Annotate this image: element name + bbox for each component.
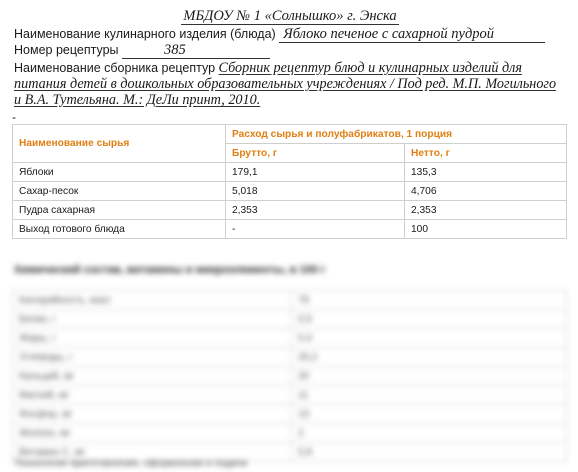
chem-value: 13 (292, 405, 567, 424)
header-raw-name: Наименование сырья (13, 125, 226, 163)
technology-footer: Технология приготовления, оформления и подачи (14, 458, 248, 469)
table-row (13, 201, 567, 220)
chem-key: Магний, мг (13, 386, 292, 405)
collection-paragraph (14, 60, 566, 108)
cell-gross: 2,353 (226, 201, 405, 220)
table-row (13, 405, 567, 424)
cell-name: Выход готового блюда (13, 220, 226, 239)
table-row (13, 424, 567, 443)
chem-key: Кальций, мг (13, 367, 292, 386)
chem-value: 5,8 (292, 443, 567, 462)
org-title (14, 8, 566, 24)
chem-value: 20 (292, 367, 567, 386)
chem-key: Железо, мг (13, 424, 292, 443)
chem-table (12, 290, 567, 462)
table-row (13, 329, 567, 348)
table-row (13, 348, 567, 367)
chem-value: 20,2 (292, 348, 567, 367)
cell-net: 135,3 (405, 163, 567, 182)
chem-value: 0,5 (292, 310, 567, 329)
dish-value: Яблоко печеное с сахарной пудрой (279, 27, 545, 43)
separator-dash: - (12, 110, 16, 124)
cell-name: Пудра сахарная (13, 201, 226, 220)
cell-net: 4,706 (405, 182, 567, 201)
dish-line (14, 26, 566, 43)
table-row (13, 367, 567, 386)
chem-key: Жиры, г (13, 329, 292, 348)
chem-key: Витамин С, мг (13, 443, 292, 462)
cell-gross: 5,018 (226, 182, 405, 201)
collection-value: Сборник рецептур блюд и кулинарных изделий для питания детей в дошкольных образовательных учреждениях / Под ред. М.П. Могильного и В.А. Тутельяна. М.: ДеЛи принт, 2010. (14, 60, 557, 108)
table-row (13, 386, 567, 405)
header-gross: Брутто, г (226, 144, 405, 163)
chem-key: Калорийность, ккал (13, 291, 292, 310)
cell-name: Сахар-песок (13, 182, 226, 201)
chem-key: Фосфор, мг (13, 405, 292, 424)
header-consumption: Расход сырья и полуфабрикатов, 1 порция (226, 125, 567, 144)
collection-label: Наименование сборника рецептур (14, 61, 216, 75)
recipe-number-line (14, 42, 566, 59)
table-row (13, 182, 567, 201)
dish-label: Наименование кулинарного изделия (блюда) (14, 27, 276, 41)
table-row (13, 163, 567, 182)
chem-value: 2 (292, 424, 567, 443)
cell-gross: - (226, 220, 405, 239)
cell-net: 2,353 (405, 201, 567, 220)
chem-value: 11 (292, 386, 567, 405)
table-row (13, 291, 567, 310)
table-row (13, 220, 567, 239)
cell-gross: 179,1 (226, 163, 405, 182)
table-header-row (13, 125, 567, 144)
chem-key: Белки, г (13, 310, 292, 329)
header-net: Нетто, г (405, 144, 567, 163)
cell-net: 100 (405, 220, 567, 239)
chem-section-title: Химический состав, витамины и микроэлементы, в 100 г (14, 264, 326, 276)
table-row (13, 310, 567, 329)
chem-value: 79 (292, 291, 567, 310)
org-name: МБДОУ № 1 «Солнышко» г. Энска (183, 8, 397, 24)
raw-materials-table (12, 124, 567, 239)
cell-name: Яблоки (13, 163, 226, 182)
chem-key: Углеводы, г (13, 348, 292, 367)
recipe-number-value: 385 (122, 43, 270, 59)
chem-value: 0,4 (292, 329, 567, 348)
recipe-number-label: Номер рецептуры (14, 43, 119, 57)
